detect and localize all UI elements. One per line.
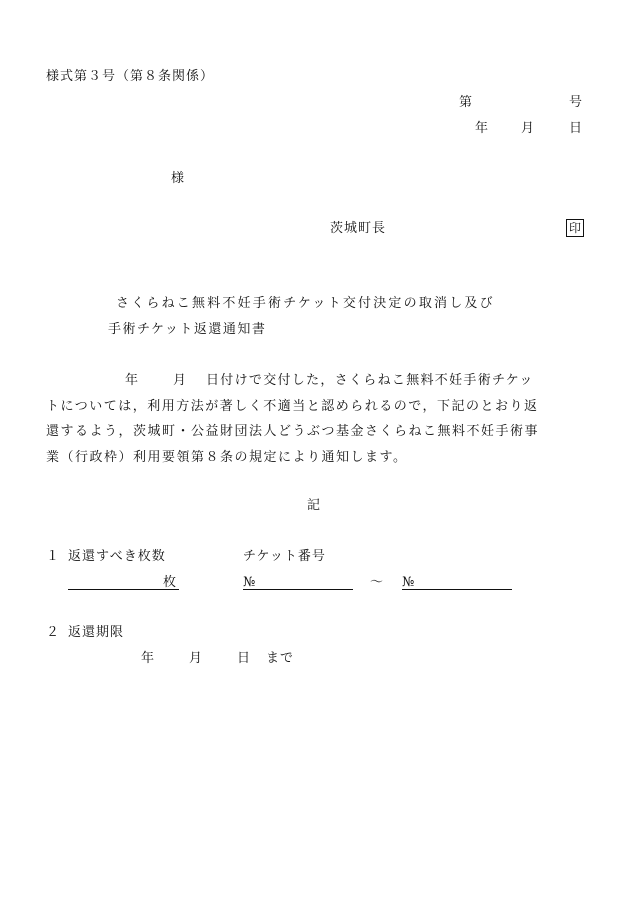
deadline-until: まで: [266, 651, 295, 666]
ticket-no-to-prefix: №: [402, 575, 415, 590]
ticket-to-underline: [402, 589, 512, 590]
doc-date-month: 月: [521, 121, 535, 136]
count-unit: 枚: [163, 575, 177, 590]
count-underline: [68, 589, 179, 590]
doc-number-prefix: 第: [459, 95, 473, 110]
form-label: 様式第３号（第８条関係）: [46, 69, 215, 84]
deadline-year: 年: [141, 651, 155, 666]
ticket-from-underline: [243, 589, 353, 590]
item2-label: 返還期限: [68, 625, 125, 640]
deadline-month: 月: [189, 651, 203, 666]
doc-date-year: 年: [475, 121, 489, 136]
ticket-number-label: チケット番号: [243, 549, 326, 564]
seal-mark: 印: [566, 219, 584, 237]
recipient-honorific: 様: [171, 171, 185, 186]
document-title-line1: さくらねこ無料不妊手術チケット交付決定の取消し及び: [116, 296, 495, 311]
record-heading: 記: [307, 498, 321, 513]
ticket-no-from-prefix: №: [243, 575, 256, 590]
body-line-3: 還するよう，茨城町・公益財団法人どうぶつ基金さくらねこ無料不妊手術事: [46, 424, 540, 439]
doc-number-suffix: 号: [569, 95, 583, 110]
item2-number: ２: [46, 625, 60, 640]
body-date-month: 月: [173, 373, 187, 388]
sender-title: 茨城町長: [330, 221, 387, 236]
doc-date-day: 日: [569, 121, 583, 136]
item1-number: １: [46, 549, 60, 564]
range-separator: ～: [370, 575, 384, 590]
body-date-year: 年: [125, 373, 139, 388]
body-line-1: 日付けで交付した，さくらねこ無料不妊手術チケッ: [206, 373, 534, 388]
deadline-day: 日: [237, 651, 251, 666]
document-title-line2: 手術チケット返還通知書: [108, 322, 267, 337]
item1-label: 返還すべき枚数: [68, 549, 166, 564]
body-line-2: トについては，利用方法が著しく不適当と認められるので，下記のとおり返: [46, 399, 539, 414]
body-line-4: 業（行政枠）利用要領第８条の規定により通知します。: [46, 450, 408, 465]
